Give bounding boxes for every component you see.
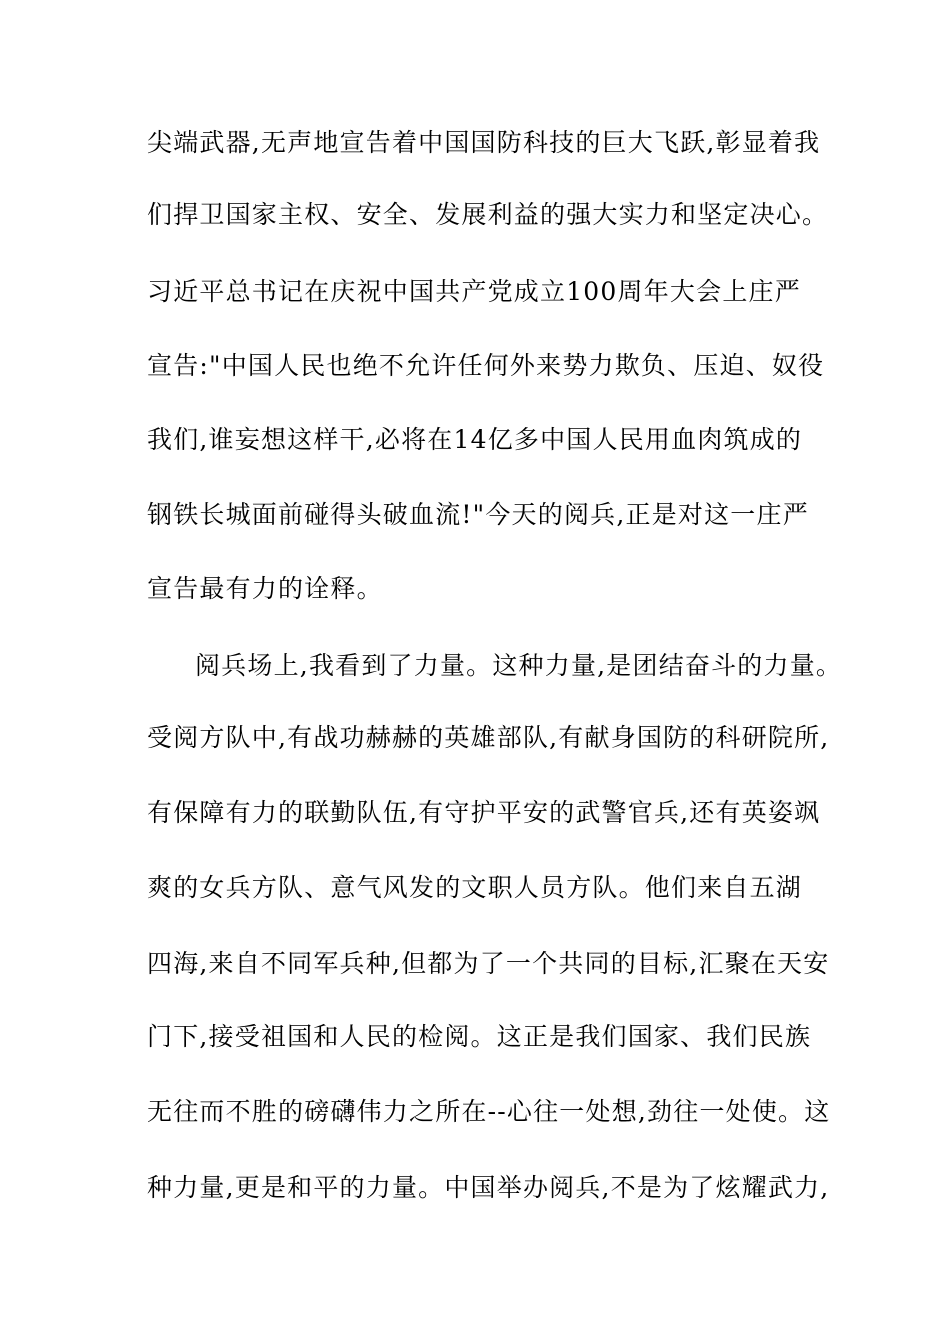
text-line-14: 无往而不胜的磅礴伟力之所在--心往一处想,劲往一处使。这 <box>147 1097 831 1126</box>
text-line-2: 们捍卫国家主权、安全、发展利益的强大实力和坚定决心。 <box>147 200 829 229</box>
text-line-7: 宣告最有力的诠释。 <box>147 574 383 603</box>
text-line-11: 爽的女兵方队、意气风发的文职人员方队。他们来自五湖 <box>147 873 803 902</box>
text-line-6: 钢铁长城面前碰得头破血流!"今天的阅兵,正是对这一庄严 <box>147 500 809 529</box>
text-line-10: 有保障有力的联勤队伍,有守护平安的武警官兵,还有英姿飒 <box>147 798 821 827</box>
text-line-9: 受阅方队中,有战功赫赫的英雄部队,有献身国防的科研院所, <box>147 723 830 752</box>
text-line-4: 宣告:"中国人民也绝不允许任何外来势力欺负、压迫、奴役 <box>147 351 825 380</box>
text-line-3: 习近平总书记在庆祝中国共产党成立100周年大会上庄严 <box>147 277 801 306</box>
paragraph-first-line: 阅兵场上,我看到了力量。这种力量,是团结奋斗的力量。 <box>195 651 843 680</box>
text-line-1: 尖端武器,无声地宣告着中国国防科技的巨大飞跃,彰显着我 <box>147 128 821 157</box>
text-line-12: 四海,来自不同军兵种,但都为了一个共同的目标,汇聚在天安 <box>147 949 830 978</box>
text-line-15: 种力量,更是和平的力量。中国举办阅兵,不是为了炫耀武力, <box>147 1173 830 1202</box>
text-line-13: 门下,接受祖国和人民的检阅。这正是我们国家、我们民族 <box>147 1022 812 1051</box>
text-line-5: 我们,谁妄想这样干,必将在14亿多中国人民用血肉筑成的 <box>147 425 803 454</box>
